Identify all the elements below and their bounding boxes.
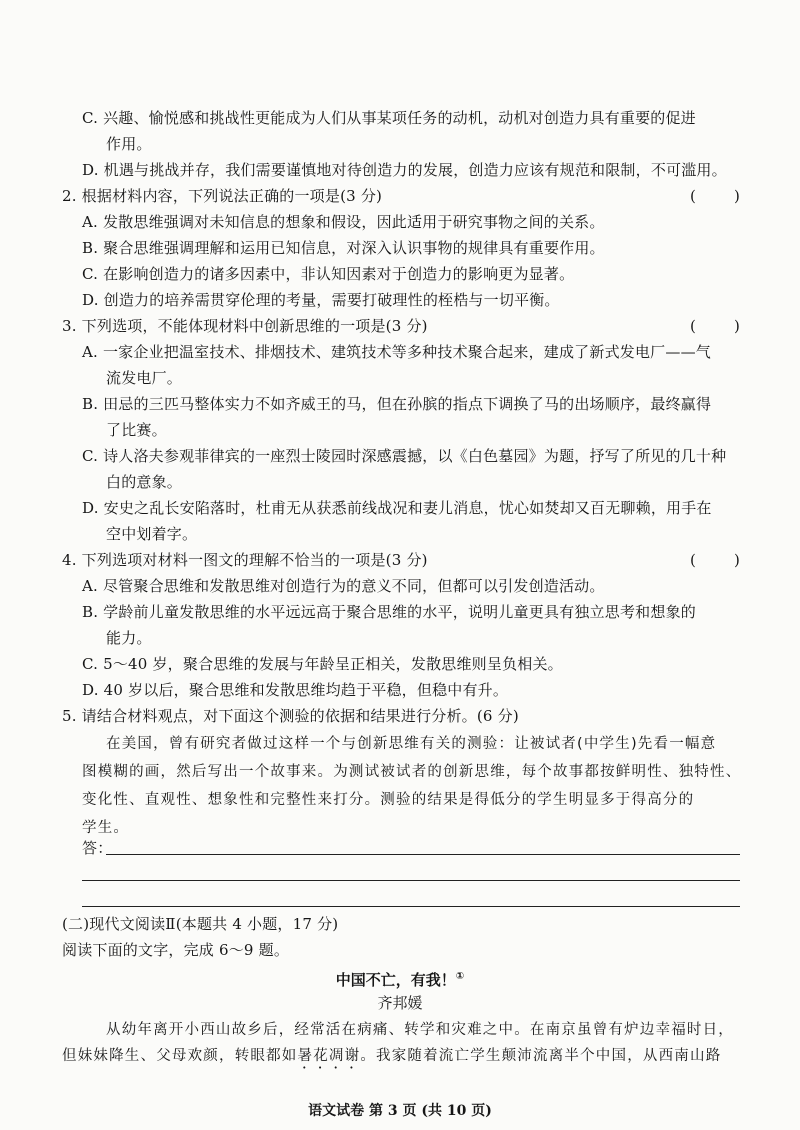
q2-option-b: B. 聚合思维强调理解和运用已知信息，对深入认识事物的规律具有重要作用。	[82, 239, 605, 257]
q3-option-b-line1: B. 田忌的三匹马整体实力不如齐威王的马，但在孙膑的指点下调换了马的出场顺序，最终赢得	[82, 395, 712, 413]
q5-passage-line4: 学生。	[82, 820, 130, 836]
q3-option-a-line2: 流发电厂。	[106, 369, 183, 387]
q3-option-b-line2: 了比赛。	[106, 421, 167, 439]
answer-line-2[interactable]	[82, 880, 740, 881]
page-footer: 语文试卷 第 3 页 (共 10 页)	[308, 1103, 492, 1119]
q3-option-c-line1: C. 诗人洛夫参观菲律宾的一座烈士陵园时深感震撼，以《白色墓园》为题，抒写了所见的几十种	[82, 447, 727, 465]
answer-line-3[interactable]	[82, 906, 740, 907]
passage-body-line2: 但妹妹降生、父母欢颜，转眼都如暑花凋谢。我家随着流亡学生颠沛流离半个中国，从西南山路	[62, 1048, 722, 1064]
q2-option-c: C. 在影响创造力的诸多因素中，非认知因素对于创造力的影响更为显著。	[82, 265, 575, 283]
q3-answer-blank: ( )	[690, 317, 740, 335]
q5-passage-line3: 变化性、直观性、想象性和完整性来打分。测验的结果是得低分的学生明显多于得高分的	[82, 792, 695, 808]
q2-option-a: A. 发散思维强调对未知信息的想象和假设，因此适用于研究事物之间的关系。	[82, 213, 605, 231]
q4-option-a: A. 尽管聚合思维和发散思维对创造行为的意义不同，但都可以引发创造活动。	[82, 577, 605, 595]
q3-stem: 3. 下列选项，不能体现材料中创新思维的一项是(3 分)	[62, 317, 428, 335]
q4-option-c: C. 5～40 岁，聚合思维的发展与年龄呈正相关，发散思维则呈负相关。	[82, 655, 563, 673]
q1-option-c-line1: C. 兴趣、愉悦感和挑战性更能成为人们从事某项任务的动机，动机对创造力具有重要的促进	[82, 109, 696, 127]
section2-instruction: 阅读下面的文字，完成 6～9 题。	[62, 941, 290, 959]
footnote-mark: ①	[455, 971, 465, 982]
passage-body-line1: 从幼年离开小西山故乡后，经常活在病痛、转学和灾难之中。在南京虽曾有炉边幸福时日，	[106, 1022, 734, 1038]
answer-line-1[interactable]	[106, 854, 740, 855]
q4-answer-blank: ( )	[690, 551, 740, 569]
q5-stem: 5. 请结合材料观点，对下面这个测验的依据和结果进行分析。(6 分)	[62, 707, 519, 725]
q4-option-d: D. 40 岁以后，聚合思维和发散思维均趋于平稳，但稳中有升。	[82, 681, 509, 699]
q5-answer-label: 答：	[82, 839, 113, 857]
q4-option-b-line1: B. 学龄前儿童发散思维的水平远远高于聚合思维的水平，说明儿童更具有独立思考和想象的	[82, 603, 696, 621]
q4-stem: 4. 下列选项对材料一图文的理解不恰当的一项是(3 分)	[62, 551, 428, 569]
q1-option-c-line2: 作用。	[106, 135, 152, 153]
q4-option-b-line2: 能力。	[106, 629, 152, 647]
q2-option-d: D. 创造力的培养需贯穿伦理的考量，需要打破理性的桎梏与一切平衡。	[82, 291, 560, 309]
emphasized-phrase: 暑花凋谢	[297, 1048, 361, 1064]
q3-option-a-line1: A. 一家企业把温室技术、排烟技术、建筑技术等多种技术聚合起来，建成了新式发电厂——气	[82, 343, 711, 361]
q5-passage-line1: 在美国，曾有研究者做过这样一个与创新思维有关的测验：让被试者(中学生)先看一幅意	[106, 736, 717, 752]
q2-stem: 2. 根据材料内容，下列说法正确的一项是(3 分)	[62, 187, 383, 205]
q3-option-d-line1: D. 安史之乱长安陷落时，杜甫无从获悉前线战况和妻儿消息，忧心如焚却又百无聊赖，用手在	[82, 499, 712, 517]
q1-option-d: D. 机遇与挑战并存，我们需要谨慎地对待创造力的发展，创造力应该有规范和限制，不可滥用。	[82, 161, 727, 179]
passage-title: 中国不亡，有我！①	[335, 971, 465, 989]
q3-option-d-line2: 空中划着字。	[106, 525, 198, 543]
section2-heading: (二)现代文阅读Ⅱ(本题共 4 小题，17 分)	[62, 915, 339, 933]
q5-passage-line2: 图模糊的画，然后写出一个故事来。为测试被试者的创新思维，每个故事都按鲜明性、独特性、	[82, 764, 742, 780]
passage-author: 齐邦媛	[377, 994, 423, 1012]
q2-answer-blank: ( )	[690, 187, 740, 205]
q3-option-c-line2: 白的意象。	[106, 473, 183, 491]
